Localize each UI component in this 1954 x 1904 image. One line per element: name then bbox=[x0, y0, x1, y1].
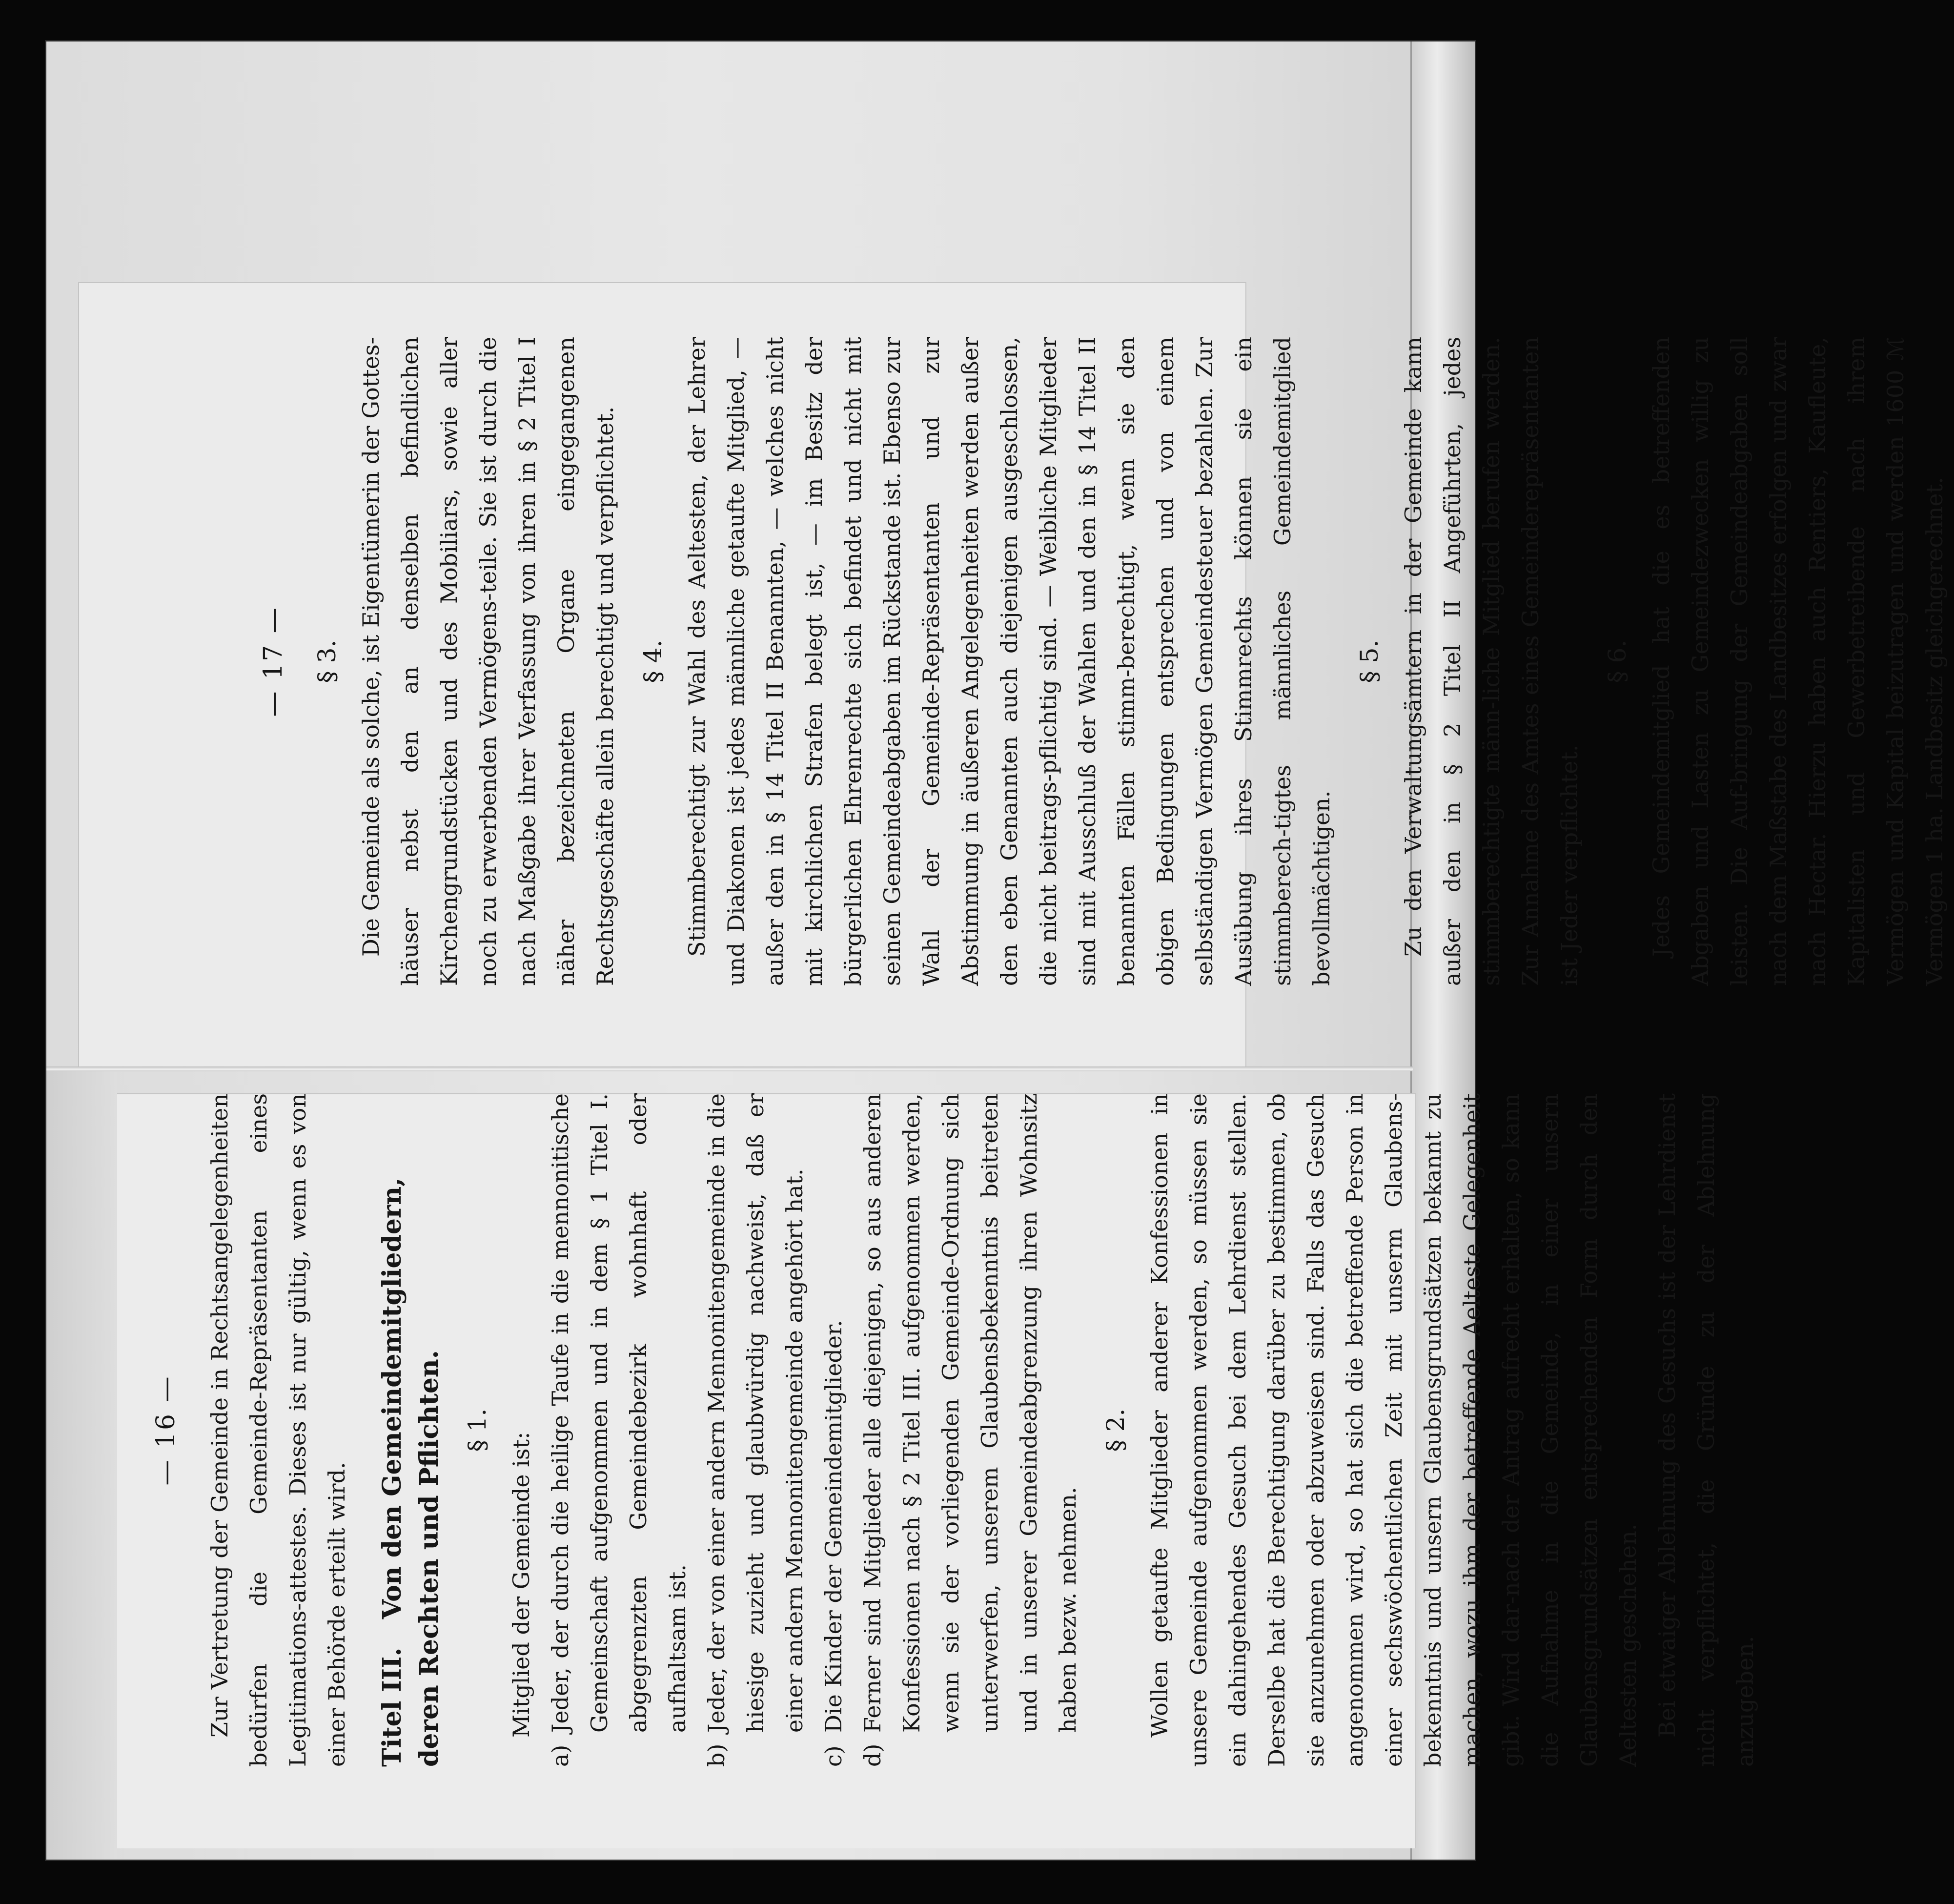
title-label: Titel III. bbox=[377, 1647, 407, 1767]
list-item bbox=[697, 1093, 814, 1767]
section-paragraph: Die Gemeinde als solche, ist Eigentümerin der Gottes-häuser nebst den an denselben befindlichen Kirchengrundstücken und des Mobiliars, sowie aller noch zu erwerbenden Vermögens-teile. Sie ist durch die nach Maßgabe ihrer Verfassung von ihren in § 2 Titel I näher bezeichneten Organe eingegangenen Rechtsgeschäfte allein berechtigt und verpflichtet. bbox=[358, 337, 618, 986]
binding-strip bbox=[46, 1071, 117, 1860]
title-heading bbox=[374, 1093, 448, 1767]
section-paragraph: Wollen getaufte Mitglieder anderer Konfessionen in unsere Gemeinde aufgenommen werden, so müssen sie ein dahingehendes Gesuch bei dem Lehrdienst stellen. Derselbe hat die Berechtigung darüber zu bestimmen, ob sie anzunehmen oder abzuweisen sind. Falls das Gesuch angenommen wird, so hat sich die betreffende Person in einer sechswöchentlichen Zeit mit unserm Glaubens-bekenntnis und unsern Glaubensgrundsätzen bekannt zu machen, wozu ihm der betreffende Aelteste Gelegenheit gibt. Wird dar-nach der Antrag aufrecht erhalten, so kann die Aufnahme in die Gemeinde, in einer unsern Glaubensgrundsätzen entsprechenden Form durch den Aeltesten geschehen. bbox=[1146, 1093, 1641, 1767]
page-number: — 17 — bbox=[259, 606, 288, 717]
page-17 bbox=[254, 337, 1948, 986]
section-heading: § 1. bbox=[463, 1408, 491, 1452]
intro-paragraph: Zur Vertretung der Gemeinde in Rechtsangelegenheiten bedürfen die Gemeinde-Repräsentanten eines Legitimations-attestes. Dieses ist nur gültig, wenn es von einer Behörde erteilt wird. bbox=[206, 1093, 350, 1767]
section-intro: Mitglied der Gemeinde ist: bbox=[508, 1432, 534, 1738]
page-16 bbox=[146, 1093, 1758, 1767]
section-heading: § 3. bbox=[313, 639, 341, 683]
list-text: Die Kinder der Gemeindemitglieder. bbox=[820, 1320, 847, 1733]
list-text: Jeder, der von einer andern Mennonitengemeinde in die hiesige zuzieht und glaubwürdig nachweist, daß er einer andern Mennonitengemeinde angehört hat. bbox=[703, 1093, 808, 1733]
section-paragraph: Bei etwaiger Ablehnung des Gesuchs ist der Lehrdienst nicht verpflichtet, die Gründe zu der Ablehnung anzugeben. bbox=[1654, 1093, 1758, 1767]
list-marker: c) bbox=[820, 1745, 847, 1767]
list-item bbox=[541, 1093, 697, 1767]
section-heading: § 2. bbox=[1101, 1408, 1130, 1452]
list-marker: d) bbox=[859, 1743, 886, 1767]
list-text: Jeder, der durch die heilige Taufe in die mennonitische Gemeinschaft aufgenommen und in dem § 1 Titel I. abgegrenzten Gemeindebezirk wohnhaft oder aufhaltsam ist. bbox=[547, 1093, 691, 1733]
list-marker: a) bbox=[547, 1744, 573, 1767]
list-item bbox=[853, 1093, 1087, 1767]
list-item bbox=[814, 1093, 853, 1767]
list-marker: b) bbox=[703, 1743, 730, 1767]
section-paragraph: Stimmberechtigt zur Wahl des Aeltesten, der Lehrer und Diakonen ist jedes männliche getaufte Mitglied, — außer den in § 14 Titel II Benannten, — welches nicht mit kirchlichen Strafen belegt ist, — im Besitz der bürgerlichen Ehrenrechte sich befindet und nicht mit seinen Gemeindeabgaben im Rückstande ist. Ebenso zur Wahl der Gemeinde-Repräsentanten und zur Abstimmung in äußeren Angelegenheiten werden außer den eben Genannten auch diejenigen ausgeschlossen, die nicht beitrags-pflichtig sind. — Weibliche Mitglieder sind mit Ausschluß der Wahlen und den in § 14 Titel II benannten Fällen stimm-berechtigt, wenn sie den obigen Bedingungen entsprechen und von einem selbständigen Vermögen Gemeindesteuer bezahlen. Zur Ausübung ihres Stimmrechts können sie ein stimmberech-tigtes männliches Gemeindemitglied bevollmächtigen. bbox=[684, 337, 1335, 986]
center-fold bbox=[46, 1066, 1413, 1071]
section-paragraph: Jedes Gemeindemitglied hat die es betreffenden Abgaben und Lasten zu Gemeindezwecken willig zu leisten. Die Auf-bringung der Gemeindeabgaben soll nach dem Maßstabe des Landbesitzes erfolgen und zwar nach Hectar. Hierzu haben auch Rentiers, Kaufleute, Kapitalisten und Gewerbetreibende nach ihrem Vermögen und Kapital beizutragen und werden 1600 ℳ Vermögen 1 ha. Landbesitz gleichgerechnet. bbox=[1648, 337, 1948, 986]
title-text: Von den Gemeindemitgliedern, deren Rechten und Pflichten. bbox=[377, 1177, 444, 1767]
section-heading: § 6. bbox=[1603, 639, 1631, 683]
section-heading: § 5. bbox=[1355, 639, 1384, 683]
member-list bbox=[541, 1093, 1087, 1767]
section-paragraph: Zu den Verwaltungsämtern in der Gemeinde kann außer den in § 2 Titel II Angeführten, jedes stimmberechtigte männ-liche Mitglied berufen werden. Zur Annahme des Amtes eines Gemeinderepräsentanten ist Jeder verpflichtet. bbox=[1400, 337, 1583, 986]
page-number: — 16 — bbox=[151, 1374, 181, 1486]
list-text: Ferner sind Mitglieder alle diejenigen, so aus anderen Konfessionen nach § 2 Titel III. aufgenommen werden, wenn sie der vorliegenden Gemeinde-Ordnung sich unterwerfen, unserem Glaubensbekenntnis beitreten und in unserer Gemeindeabgrenzung ihren Wohnsitz haben bezw. nehmen. bbox=[859, 1093, 1081, 1733]
section-heading: § 4. bbox=[639, 639, 667, 683]
